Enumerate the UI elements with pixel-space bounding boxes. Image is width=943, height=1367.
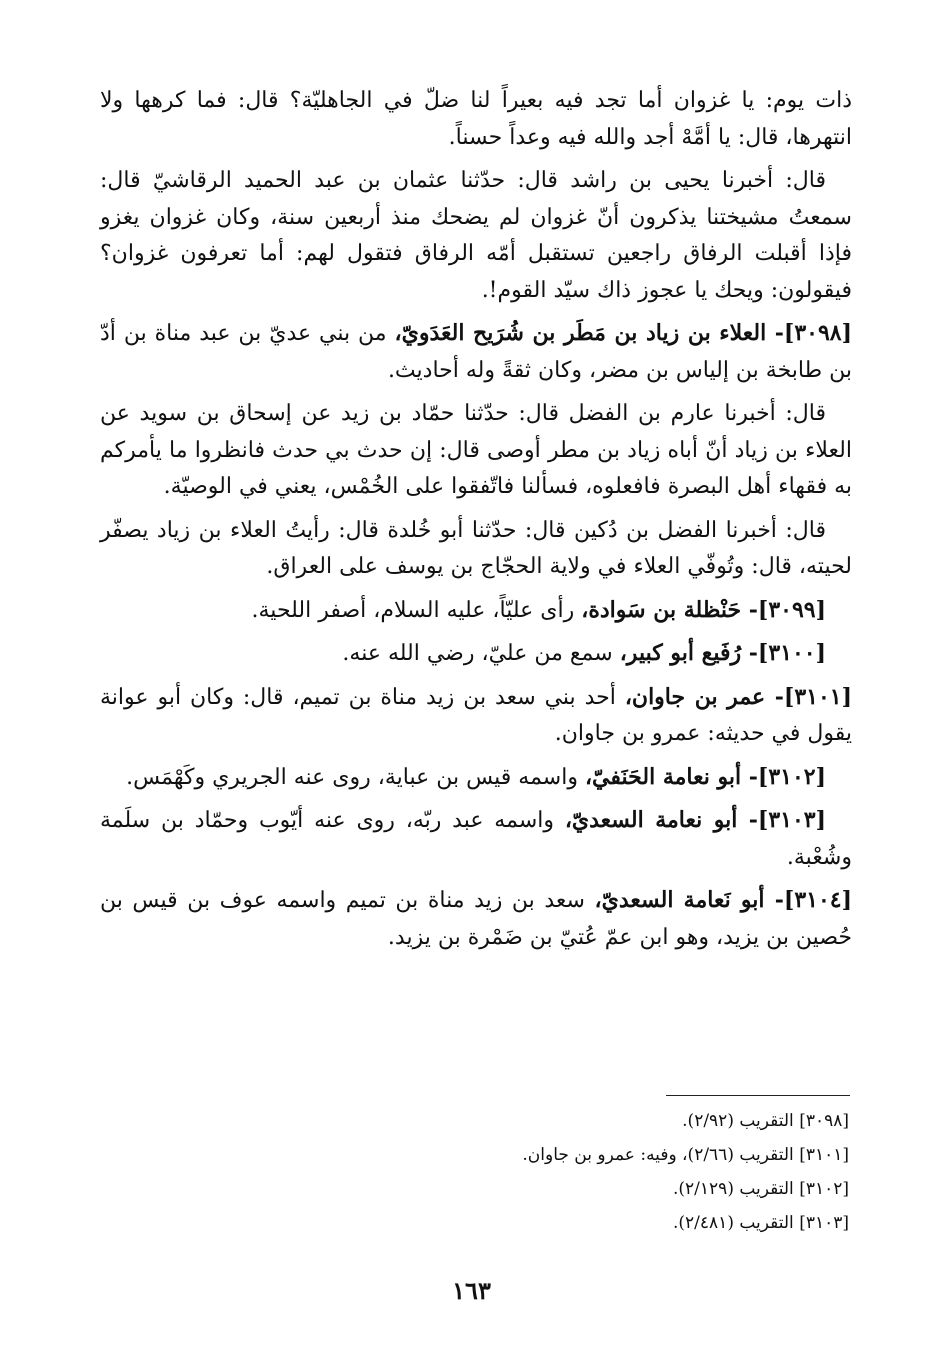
footnotes: [249, 1104, 849, 1240]
entry-3100-text: سمع من عليّ، رضي الله عنه.: [342, 641, 620, 666]
entry-3099-head: [٣٠٩٩]- حَنْظلة بن سَوادة،: [581, 596, 826, 623]
entry-3099: [100, 592, 852, 630]
paragraph-2-text: قال: أخبرنا يحيى بن راشد قال: حدّثنا عثمان بن عبد الحميد الرقاشيّ قال: سمعتُ مشيختنا يذكرون أنّ غزوان لم يضحك منذ أربعين سنة، وكان غزوان يغزو فإذا أقبلت الرفاق راجعين تستقبل أمّه الرفاق فتقول لهم: أما تعرفون غزوان؟ فيقولون: ويحك يا عجوز ذاك سيّد القوم!.: [100, 168, 852, 303]
entry-3098-text: من بني عديّ بن عبد مناة بن أدّ بن طابخة بن إلياس بن مضر، وكان ثقةً وله أحاديث.: [100, 321, 852, 383]
entry-3104: [100, 882, 852, 956]
entry-3103-head: [٣١٠٣]- أبو نعامة السعديّ،: [564, 807, 827, 833]
footnote-3098: [٣٠٩٨] التقريب (٢/٩٢).: [682, 1111, 849, 1131]
main-text: [100, 82, 852, 962]
entry-3100-head: [٣١٠٠]- رُفَيع أبو كبير،: [619, 640, 826, 666]
entry-3104-head: [٣١٠٤]- أبو نَعامة السعديّ،: [594, 887, 852, 913]
entry-3103-text: واسمه عبد ربّه، روى عنه أيّوب وحمّاد بن سلَمة وشُعْبة.: [100, 808, 852, 870]
paragraph-1: [100, 82, 852, 156]
entry-3098: [100, 315, 852, 389]
entry-3101-text: أحد بني سعد بن زيد مناة بن تميم، قال: وكان أبو عوانة يقول في حديثه: عمرو بن جاوان.: [100, 684, 852, 746]
footnote-3101: [٣١٠١] التقريب (٢/٦٦)، وفيه: عمرو بن جاوان.: [522, 1145, 849, 1165]
footnote-separator: [666, 1095, 850, 1096]
entry-3100: [100, 635, 852, 673]
entry-3103: [100, 802, 852, 876]
paragraph-4: [100, 395, 852, 506]
entry-3101: [100, 679, 852, 753]
entry-3099-text: رأى عليّاً، عليه السلام، أصفر اللحية.: [251, 597, 582, 623]
paragraph-1-text: ذات يوم: يا غزوان أما تجد فيه بعيراً لنا ضلّ في الجاهليّة؟ قال: فما كرهها ولا انتهرها، قال: يا أمَّهْ أجد والله فيه وعداً حسناً.: [100, 88, 852, 150]
footnote-3102: [٣١٠٢] التقريب (٢/١٢٩).: [673, 1179, 849, 1199]
entry-3102-text: واسمه قيس بن عباية، روى عنه الجريري وكَهْمَس.: [126, 764, 585, 790]
paragraph-5-text: قال: أخبرنا الفضل بن دُكين قال: حدّثنا أبو خُلدة قال: رأيتُ العلاء بن زياد يصفّر لحيته، قال: وتُوفّي العلاء في ولاية الحجّاج بن يوسف على العراق.: [100, 517, 852, 579]
entry-3104-text: سعد بن زيد مناة بن تميم واسمه عوف بن قيس بن حُصين بن يزيد، وهو ابن عمّ عُتيّ بن ضَمْرة بن يزيد.: [100, 888, 852, 950]
footnote-3103: [٣١٠٣] التقريب (٢/٤٨١).: [673, 1213, 849, 1233]
paragraph-4-text: قال: أخبرنا عارم بن الفضل قال: حدّثنا حمّاد بن زيد عن إسحاق بن سويد عن العلاء بن زياد أنّ أباه زياد بن مطر أوصى قال: إن حدث بي حدث فانظروا ما يأمركم به فقهاء أهل البصرة فافعلوه، فسألنا فاتّفقوا على الخُمْس، يعني في الوصيّة.: [100, 401, 852, 499]
page-number: ١٦٣: [452, 1276, 491, 1305]
paragraph-5: [100, 512, 852, 586]
entry-3102-head: [٣١٠٢]- أبو نعامة الحَنَفيّ،: [584, 763, 826, 790]
entry-3101-head: [٣١٠١]- عمر بن جاوان،: [624, 683, 852, 710]
entry-3102: [100, 759, 852, 797]
entry-3098-head: [٣٠٩٨]- العلاء بن زياد بن مَطَر بن شُرَيح العَدَويّ،: [394, 320, 852, 346]
paragraph-2: [100, 162, 852, 309]
